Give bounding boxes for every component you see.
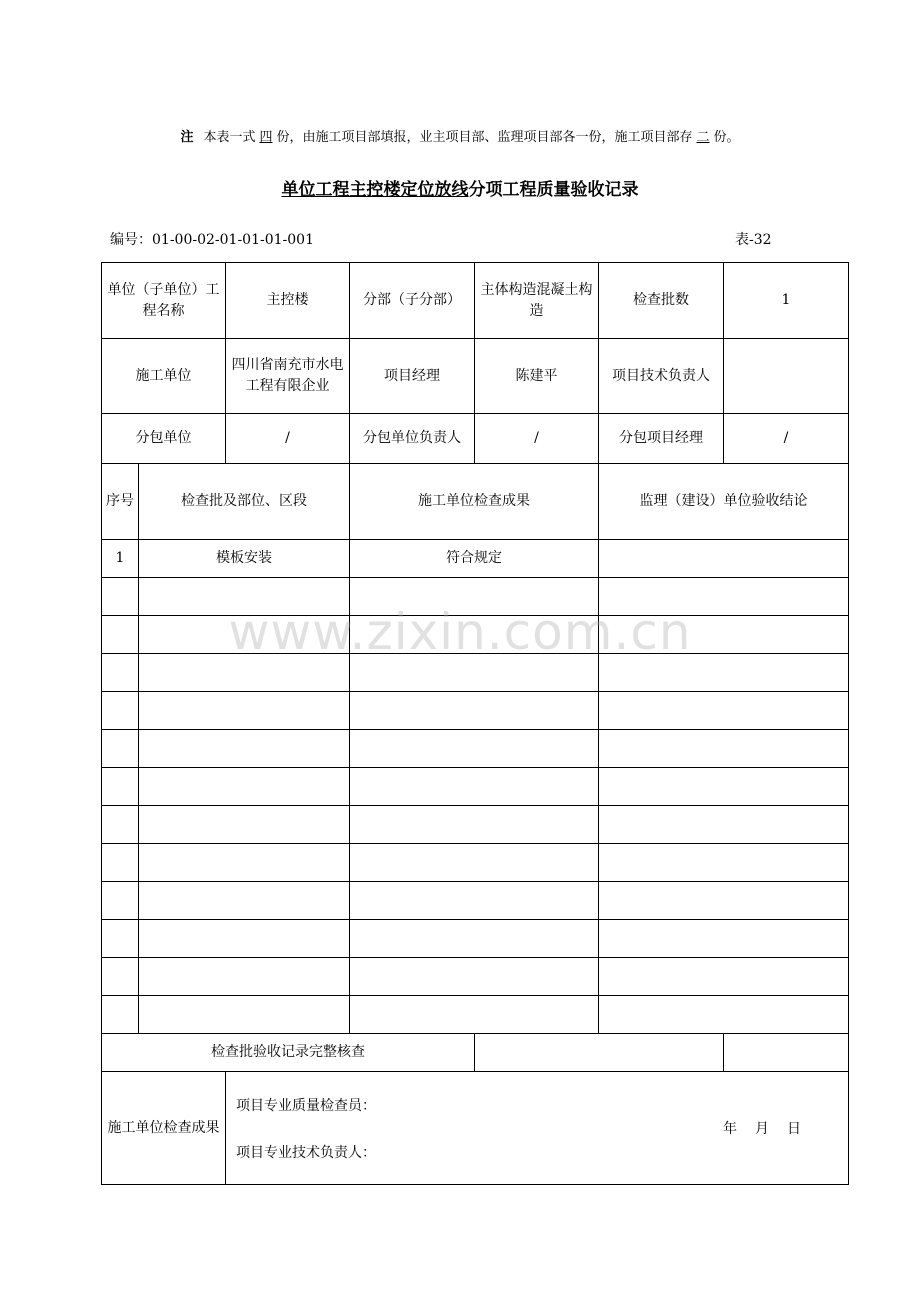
col-result: 施工单位检查成果: [350, 464, 599, 540]
row-part: [139, 730, 350, 768]
note-copies: 四: [259, 130, 273, 145]
date-month: 月: [755, 1121, 769, 1137]
pm-label: 项目经理: [350, 339, 475, 414]
table-row: [102, 844, 849, 882]
sub-head-label: 分包单位负责人: [350, 414, 475, 464]
completeness-row: [102, 1034, 849, 1072]
completeness-conclusion: [724, 1034, 849, 1072]
row-part: [139, 958, 350, 996]
watermark: www.zixin.com.cn: [228, 603, 692, 661]
col-part: 检查批及部位、区段: [139, 464, 350, 540]
row-result: [350, 844, 599, 882]
unit-label: 单位（子单位）工程名称: [102, 263, 226, 339]
row-no: [102, 616, 139, 654]
sub-head-value: /: [475, 414, 599, 464]
row-no: [102, 882, 139, 920]
title-underlined: 单位工程主控楼定位放线: [281, 180, 469, 200]
row-no: [102, 768, 139, 806]
note-text-a: 本表一式: [203, 130, 256, 145]
table-row: [102, 958, 849, 996]
sub-pm-value: /: [724, 414, 849, 464]
date-year: 年: [723, 1121, 737, 1137]
row-result: [350, 730, 599, 768]
note-text-b: 份，由施工项目部填报，业主项目部、监理项目部各一份，施工项目部存: [276, 130, 693, 145]
row-conclusion: [599, 958, 849, 996]
batch-value: 1: [724, 263, 849, 339]
contractor-label: 施工单位: [102, 339, 226, 414]
row-result: [350, 882, 599, 920]
row-result: [350, 578, 599, 616]
row-part: [139, 692, 350, 730]
note-label: 注: [180, 130, 194, 145]
unit-value: 主控楼: [226, 263, 350, 339]
row-part: 模板安装: [139, 540, 350, 578]
page-title: [0, 175, 920, 200]
row-part: [139, 806, 350, 844]
row-result: [350, 920, 599, 958]
row-conclusion: [599, 540, 849, 578]
row-conclusion: [599, 578, 849, 616]
completeness-label: 检查批验收记录完整核查: [102, 1034, 475, 1072]
row-result: [350, 996, 599, 1034]
row-conclusion: [599, 692, 849, 730]
sign-row: [102, 1072, 849, 1185]
row-conclusion: [599, 654, 849, 692]
header-row-2: [102, 339, 849, 414]
batch-label: 检查批数: [599, 263, 724, 339]
footnote: [0, 126, 920, 145]
row-no: [102, 996, 139, 1034]
row-part: [139, 882, 350, 920]
row-no: [102, 578, 139, 616]
form-number: 表-32: [735, 232, 772, 248]
table-row: [102, 654, 849, 692]
row-result: [350, 768, 599, 806]
row-result: 符合规定: [350, 540, 599, 578]
table-row: [102, 692, 849, 730]
date-day: 日: [787, 1121, 801, 1137]
row-part: [139, 578, 350, 616]
row-conclusion: [599, 920, 849, 958]
row-part: [139, 654, 350, 692]
table-row: [102, 768, 849, 806]
row-part: [139, 996, 350, 1034]
row-part: [139, 844, 350, 882]
row-no: [102, 806, 139, 844]
col-conclusion: 监理（建设）单位验收结论: [599, 464, 849, 540]
row-no: [102, 654, 139, 692]
table-row: [102, 730, 849, 768]
row-result: [350, 958, 599, 996]
inspection-table: [101, 262, 849, 1185]
contractor-value: 四川省南充市水电工程有限企业: [226, 339, 350, 414]
row-result: [350, 692, 599, 730]
header-row-1: [102, 263, 849, 339]
tech-lead-label: 项目专业技术负责人：: [236, 1145, 376, 1161]
record-code: 编号：01-00-02-01-01-01-001: [110, 232, 314, 248]
inspector-label: 项目专业质量检查员：: [236, 1098, 376, 1114]
sub-label: 分包单位: [102, 414, 226, 464]
table-row: [102, 578, 849, 616]
col-no: 序号: [102, 464, 139, 540]
header-row-3: [102, 414, 849, 464]
table-row: [102, 540, 849, 578]
table-row: [102, 806, 849, 844]
tech-value: [724, 339, 849, 414]
row-no: [102, 958, 139, 996]
completeness-result: [475, 1034, 724, 1072]
column-header-row: [102, 464, 849, 540]
row-no: [102, 692, 139, 730]
row-conclusion: [599, 996, 849, 1034]
table-row: [102, 882, 849, 920]
table-row: [102, 920, 849, 958]
row-conclusion: [599, 616, 849, 654]
row-conclusion: [599, 730, 849, 768]
row-no: [102, 844, 139, 882]
sub-value: /: [226, 414, 350, 464]
row-conclusion: [599, 768, 849, 806]
row-result: [350, 806, 599, 844]
row-part: [139, 920, 350, 958]
tech-label: 项目技术负责人: [599, 339, 724, 414]
row-conclusion: [599, 806, 849, 844]
sign-label: 施工单位检查成果: [102, 1072, 226, 1185]
row-no: 1: [102, 540, 139, 578]
sub-pm-label: 分包项目经理: [599, 414, 724, 464]
note-text-c: 份。: [713, 130, 740, 145]
row-part: [139, 768, 350, 806]
table-row: [102, 616, 849, 654]
table-row: [102, 996, 849, 1034]
row-result: [350, 654, 599, 692]
note-keep: 二: [696, 130, 710, 145]
row-no: [102, 920, 139, 958]
division-label: 分部（子分部）: [350, 263, 475, 339]
sign-date: [714, 1119, 810, 1140]
sign-area: [226, 1072, 849, 1185]
row-conclusion: [599, 844, 849, 882]
title-rest: 分项工程质量验收记录: [468, 180, 639, 200]
row-conclusion: [599, 882, 849, 920]
row-result: [350, 616, 599, 654]
pm-value: 陈建平: [475, 339, 599, 414]
row-part: [139, 616, 350, 654]
division-value: 主体构造混凝土构造: [475, 263, 599, 339]
row-no: [102, 730, 139, 768]
